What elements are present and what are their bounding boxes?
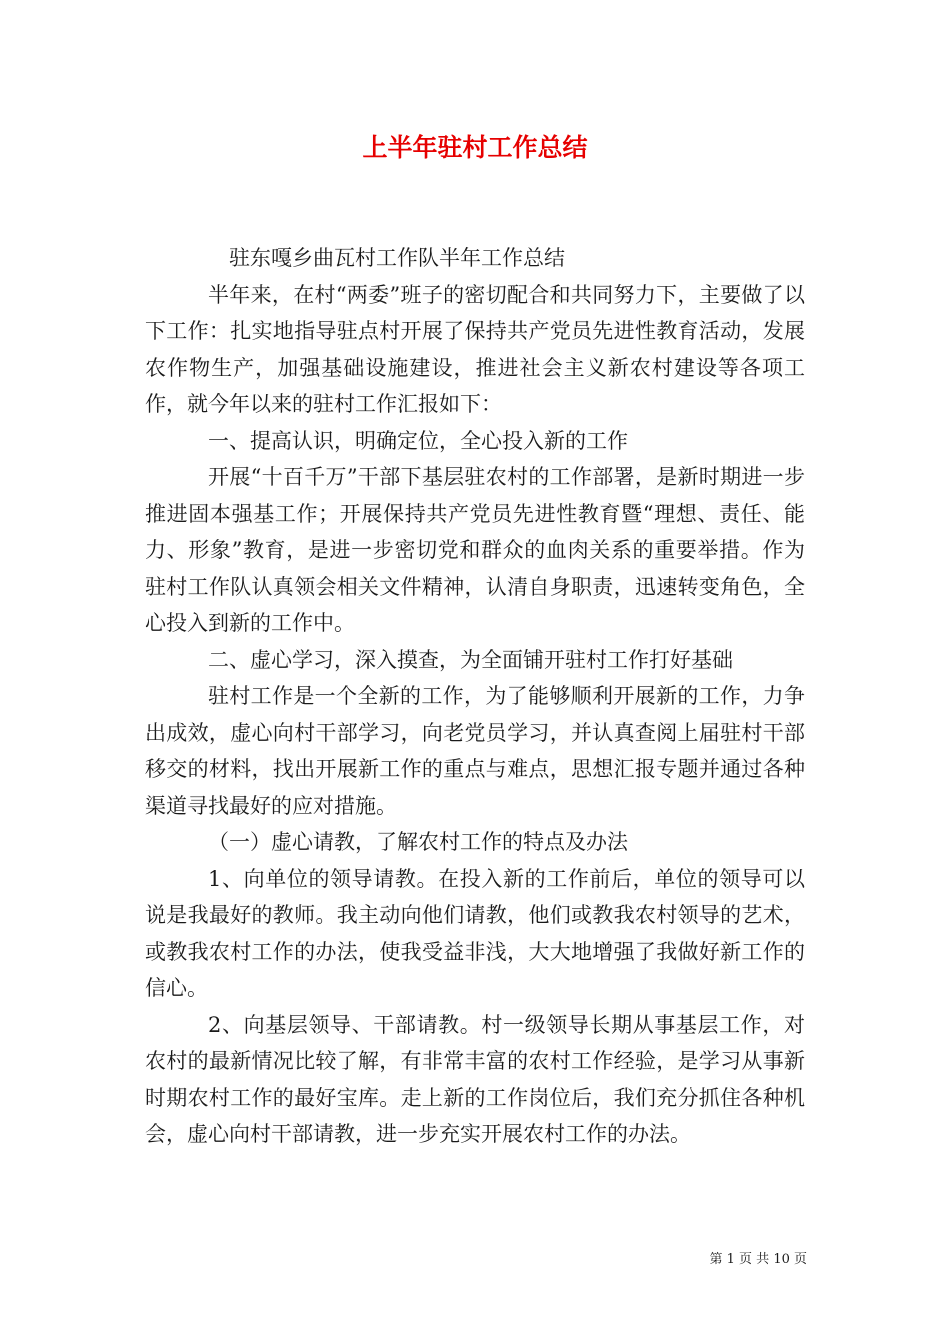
paragraph-subtitle: 驻东嘎乡曲瓦村工作队半年工作总结 xyxy=(229,246,565,270)
section-heading: 一、提高认识，明确定位，全心投入新的工作 xyxy=(208,428,628,453)
paragraph: 驻村工作是一个全新的工作，为了能够顺利开展新的工作，力争出成效，虚心向村干部学习，向老党员学习，并认真查阅上届驻村干部移交的材料，找出开展新工作的重点与难点，思想汇报专题并通过各种渠道寻找最好的应对措施。 xyxy=(145,684,805,818)
subsection-heading: （一）虚心请教，了解农村工作的特点及办法 xyxy=(208,830,628,854)
page-footer: 第 1 页 共 10 页 xyxy=(709,1252,807,1267)
section-heading: 二、虚心学习，深入摸查，为全面铺开驻村工作打好基础 xyxy=(208,647,733,672)
paragraph: 开展“十百千万”干部下基层驻农村的工作部署，是新时期进一步推进固本强基工作；开展保持共产党员先进性教育暨“理想、责任、能力、形象”教育，是进一步密切党和群众的血肉关系的重要举措。作为驻村工作队认真领会相关文件精神，认清自身职责，迅速转变角色，全心投入到新的工作中。 xyxy=(145,465,805,635)
paragraph: 半年来，在村“两委”班子的密切配合和共同努力下，主要做了以下工作：扎实地指导驻点村开展了保持共产党员先进性教育活动，发展农作物生产，加强基础设施建设，推进社会主义新农村建设等各项工作，就今年以来的驻村工作汇报如下： xyxy=(145,282,805,416)
paragraph: 2、向基层领导、干部请教。村一级领导长期从事基层工作，对农村的最新情况比较了解，有非常丰富的农村工作经验，是学习从事新时期农村工作的最好宝库。走上新的工作岗位后，我们充分抓住各种机会，虚心向村干部请教，进一步充实开展农村工作的办法。 xyxy=(145,1012,805,1146)
paragraph: 1、向单位的领导请教。在投入新的工作前后，单位的领导可以说是我最好的教师。我主动向他们请教，他们或教我农村领导的艺术，或教我农村工作的办法，使我受益非浅，大大地增强了我做好新工作的信心。 xyxy=(145,866,805,1000)
document-title: 上半年驻村工作总结 xyxy=(362,133,588,162)
document-body xyxy=(145,240,805,1153)
